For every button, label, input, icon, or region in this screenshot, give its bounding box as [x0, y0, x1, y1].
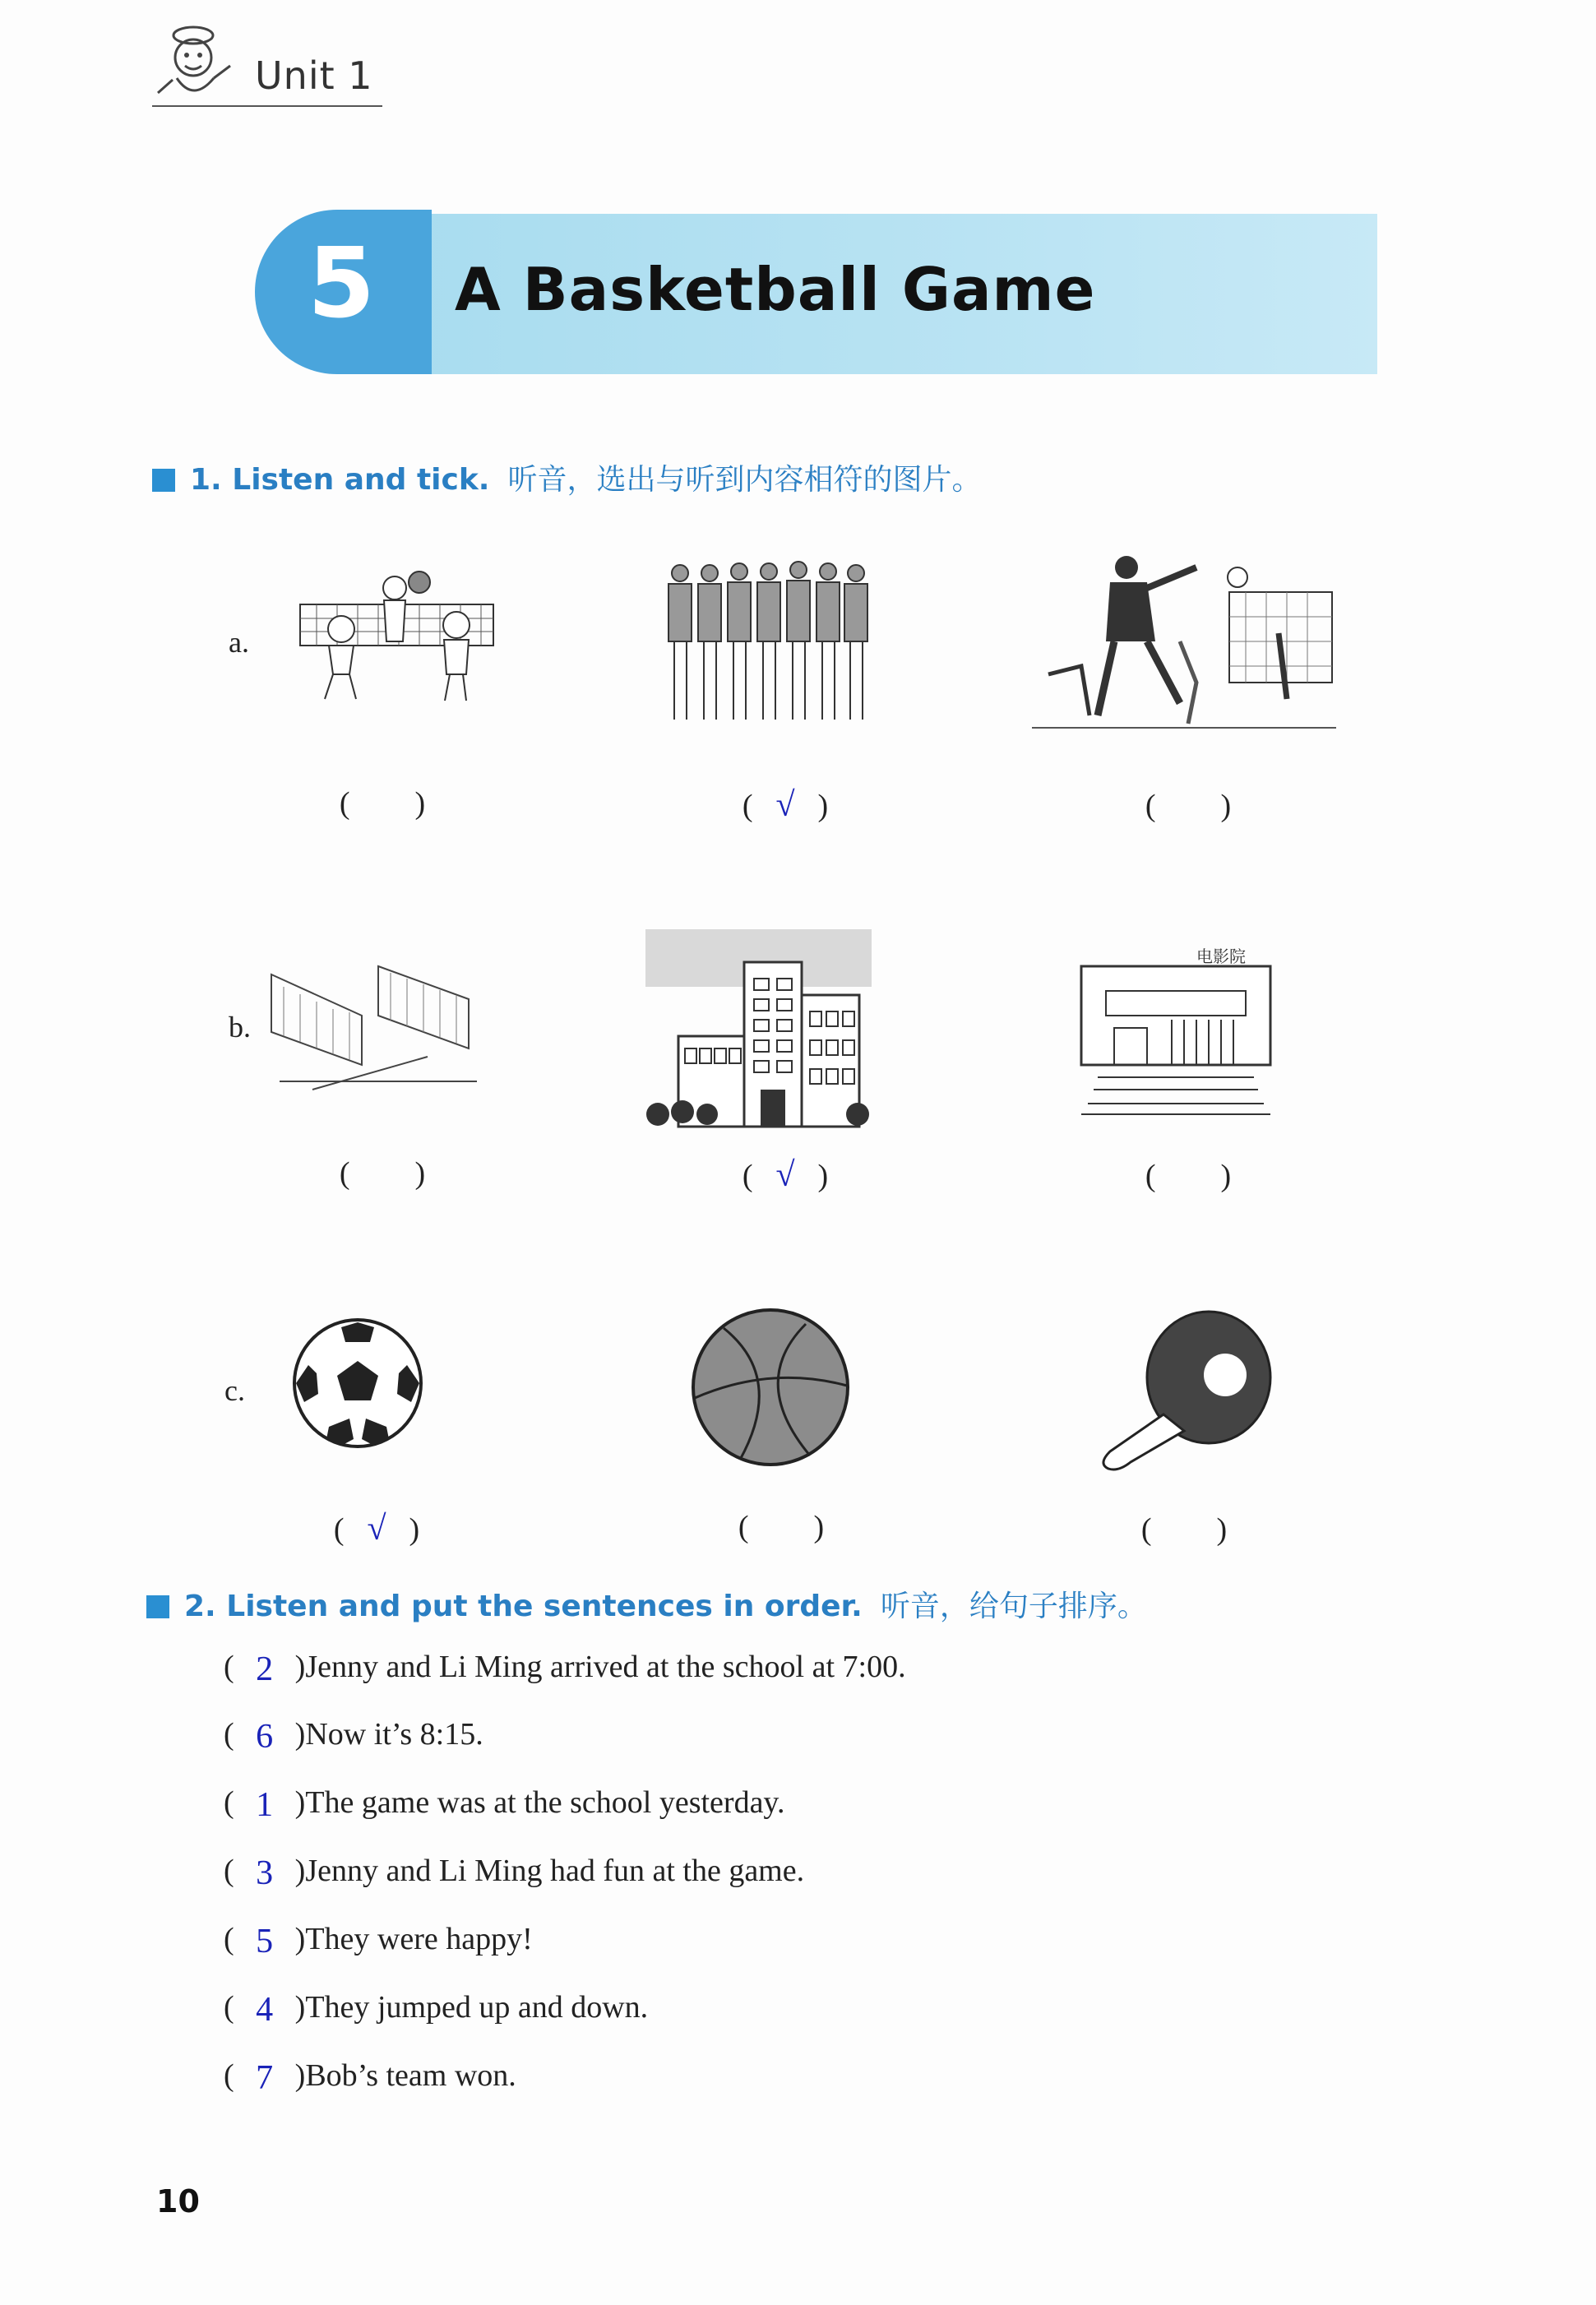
order-number[interactable]: 7 — [256, 2059, 274, 2097]
order-number[interactable]: 1 — [256, 1786, 274, 1824]
answer-bracket[interactable]: ( √ ) — [742, 786, 829, 824]
basketball-picture[interactable] — [691, 1308, 851, 1468]
section-marker-icon — [146, 1595, 169, 1618]
sentence-text: They were happy! — [305, 1922, 533, 1956]
answer-bracket[interactable]: ( √ ) — [742, 1156, 829, 1194]
sentence-text: They jumped up and down. — [305, 1990, 649, 2025]
section2-heading — [146, 1583, 1147, 1625]
sentence-text: The game was at the school yesterday. — [305, 1785, 785, 1820]
row-label: a. — [229, 626, 249, 659]
soccer-game-picture[interactable] — [1032, 551, 1336, 744]
unit-label: Unit 1 — [255, 53, 373, 98]
order-number[interactable]: 6 — [256, 1718, 274, 1756]
tick-mark: √ — [775, 1156, 795, 1194]
section2-heading-en: 2. Listen and put the sentences in order. — [184, 1590, 863, 1623]
sentence-text: Now it’s 8:15. — [305, 1717, 483, 1752]
answer-bracket[interactable]: ( ) — [339, 1156, 426, 1191]
volleyball-players-picture[interactable] — [292, 559, 497, 707]
city-street-picture[interactable] — [263, 958, 481, 1098]
sentence-text: Jenny and Li Ming had fun at the game. — [305, 1854, 805, 1888]
order-number[interactable]: 2 — [256, 1650, 274, 1688]
answer-bracket[interactable]: ( ) — [1145, 789, 1232, 823]
order-item: ( 5 )They were happy! — [224, 1922, 533, 1960]
answer-bracket[interactable]: ( ) — [339, 786, 426, 821]
ping-pong-paddle-picture[interactable] — [1085, 1308, 1274, 1472]
order-item: ( 1 )The game was at the school yesterday. — [224, 1785, 785, 1824]
unit-header — [148, 21, 395, 119]
header-divider — [152, 105, 382, 110]
order-item: ( 6 )Now it’s 8:15. — [224, 1717, 483, 1756]
row-label: c. — [224, 1374, 245, 1407]
section1-heading-en: 1. Listen and tick. — [190, 463, 490, 497]
basketball-team-picture[interactable] — [662, 555, 872, 732]
tick-mark: √ — [775, 786, 795, 824]
lesson-number: 5 — [307, 226, 376, 340]
answer-bracket[interactable]: ( ) — [1140, 1512, 1228, 1547]
order-number[interactable]: 3 — [256, 1854, 274, 1892]
section1-heading — [152, 456, 982, 498]
order-item: ( 7 )Bob’s team won. — [224, 2058, 516, 2097]
order-item: ( 4 )They jumped up and down. — [224, 1990, 649, 2029]
answer-bracket[interactable]: ( ) — [1145, 1159, 1232, 1193]
section2-heading-cn: 听音，给句子排序。 — [880, 1590, 1147, 1623]
mascot-icon — [148, 21, 238, 115]
answer-bracket[interactable]: ( √ ) — [333, 1510, 420, 1548]
order-item: ( 2 )Jenny and Li Ming arrived at the school at 7:00. — [224, 1650, 906, 1688]
tick-mark: √ — [367, 1510, 386, 1548]
cinema-sign: 电影院 — [1196, 947, 1246, 966]
school-building-picture[interactable] — [645, 929, 872, 1131]
sentence-text: Bob’s team won. — [305, 2058, 516, 2093]
lesson-title: A Basketball Game — [455, 255, 1096, 324]
lesson-banner — [255, 210, 1381, 378]
answer-bracket[interactable]: ( ) — [738, 1510, 825, 1544]
section-marker-icon — [152, 469, 175, 492]
soccer-ball-picture[interactable] — [292, 1316, 423, 1451]
row-label: b. — [229, 1011, 251, 1044]
order-item: ( 3 )Jenny and Li Ming had fun at the game. — [224, 1854, 805, 1892]
order-number[interactable]: 4 — [256, 1991, 274, 2029]
section1-heading-cn: 听音，选出与听到内容相符的图片。 — [507, 463, 982, 497]
order-number[interactable]: 5 — [256, 1923, 274, 1960]
sentence-text: Jenny and Li Ming arrived at the school at 7:00. — [305, 1650, 906, 1684]
cinema-picture[interactable] — [1073, 946, 1274, 1118]
page-number: 10 — [156, 2183, 200, 2219]
